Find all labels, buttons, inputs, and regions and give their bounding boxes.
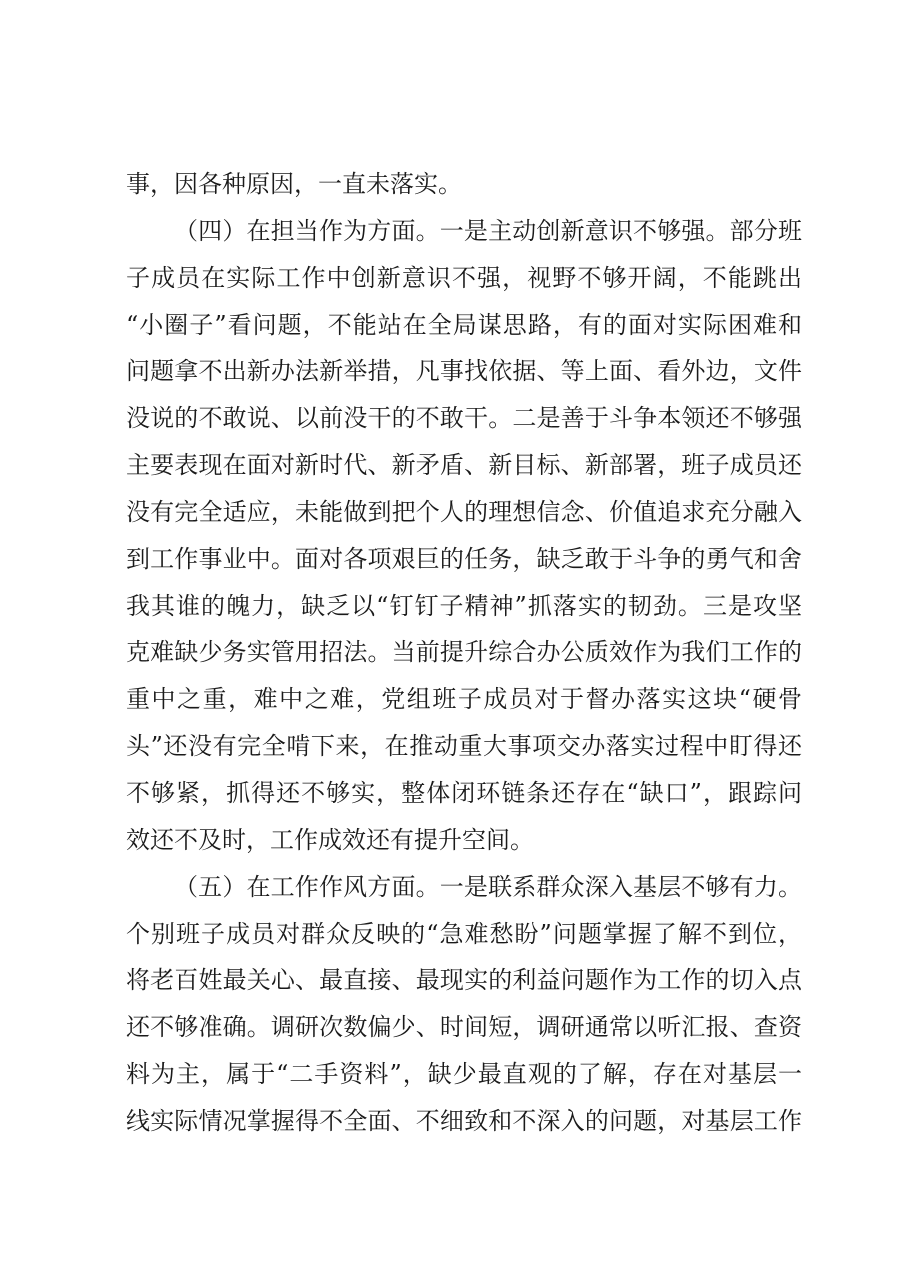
text-line: 到工作事业中。面对各项艰巨的任务，缺乏敢于斗争的勇气和舍 <box>126 544 802 573</box>
body-text <box>126 161 802 1145</box>
text-line: 没有完全适应，未能做到把个人的理想信念、价值追求充分融入 <box>126 497 802 526</box>
text-line: 克难缺少务实管用招法。当前提升综合办公质效作为我们工作的 <box>126 638 802 667</box>
text-line: 主要表现在面对新时代、新矛盾、新目标、新部署，班子成员还 <box>126 451 802 480</box>
text-line: 子成员在实际工作中创新意识不强，视野不够开阔，不能跳出 <box>126 263 802 292</box>
text-line: 个别班子成员对群众反映的“急难愁盼”问题掌握了解不到位， <box>126 919 802 948</box>
text-line: 重中之重，难中之难，党组班子成员对于督办落实这块“硬骨 <box>126 685 802 714</box>
text-line: 效还不及时，工作成效还有提升空间。 <box>126 825 534 854</box>
text-line: 事，因各种原因，一直未落实。 <box>126 170 462 198</box>
text-line: 料为主，属于“二手资料”，缺少最直观的了解，存在对基层一 <box>126 1060 802 1089</box>
text-line: 没说的不敢说、以前没干的不敢干。二是善于斗争本领还不够强 <box>126 404 802 433</box>
text-line: 问题拿不出新办法新举措，凡事找依据、等上面、看外边，文件 <box>126 357 802 386</box>
text-line: “小圈子”看问题，不能站在全局谋思路，有的面对实际困难和 <box>126 310 802 339</box>
text-line: （四）在担当作为方面。一是主动创新意识不够强。部分班 <box>174 216 802 245</box>
text-line: 不够紧，抓得还不够实，整体闭环链条还存在“缺口”，跟踪问 <box>126 778 802 807</box>
text-line: 还不够准确。调研次数偏少、时间短，调研通常以听汇报、查资 <box>126 1013 802 1042</box>
text-line: 头”还没有完全啃下来，在推动重大事项交办落实过程中盯得还 <box>126 732 802 761</box>
text-line: （五）在工作作风方面。一是联系群众深入基层不够有力。 <box>174 872 802 901</box>
text-line: 我其谁的魄力，缺乏以“钉钉子精神”抓落实的韧劲。三是攻坚 <box>126 591 802 620</box>
text-line: 线实际情况掌握得不全面、不细致和不深入的问题，对基层工作 <box>126 1106 802 1135</box>
text-line: 将老百姓最关心、最直接、最现实的利益问题作为工作的切入点 <box>126 966 802 995</box>
